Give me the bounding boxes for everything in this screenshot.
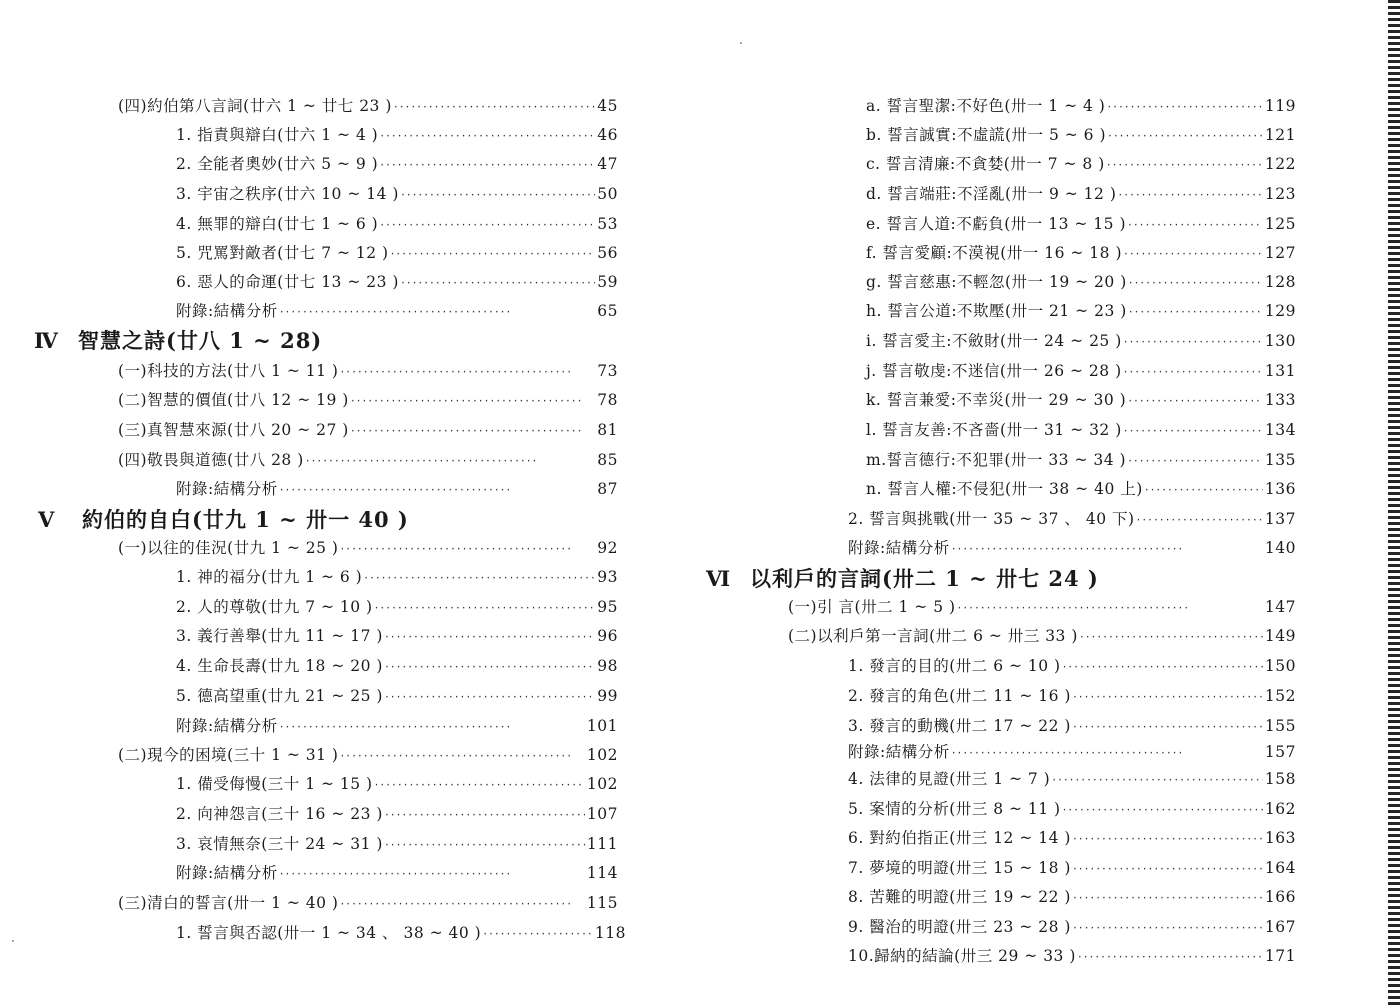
entry-page: 96 xyxy=(597,627,618,645)
entry-title: 3. 發言的動機(卅二 17 ~ 22 ) xyxy=(848,717,1071,735)
toc-entry[interactable] xyxy=(118,94,618,119)
toc-entry[interactable] xyxy=(118,536,618,561)
leader-dots xyxy=(340,892,584,916)
entry-page: 150 xyxy=(1264,657,1296,675)
entry-title: (一)以往的佳況(廿九 1 ~ 25 ) xyxy=(118,539,339,557)
entry-title: (一)引 言(卅二 1 ~ 5 ) xyxy=(788,598,956,616)
entry-title: 附錄:結構分析 xyxy=(176,302,278,320)
entry-title: 1. 神的福分(廿九 1 ~ 6 ) xyxy=(176,568,363,586)
leader-dots xyxy=(1073,886,1263,910)
leader-dots xyxy=(1108,124,1263,148)
leader-dots xyxy=(306,449,595,473)
entry-page: 171 xyxy=(1264,947,1296,965)
toc-entry[interactable] xyxy=(176,595,618,620)
entry-page: 135 xyxy=(1264,451,1296,469)
entry-page: 136 xyxy=(1264,480,1296,498)
entry-page: 81 xyxy=(597,421,618,439)
entry-page: 102 xyxy=(586,746,618,764)
leader-dots xyxy=(351,419,595,443)
leader-dots xyxy=(380,124,595,148)
entry-page: 130 xyxy=(1264,332,1296,350)
leader-dots xyxy=(385,625,595,649)
entry-page: 65 xyxy=(597,302,618,320)
leader-dots xyxy=(401,271,595,295)
entry-page: 115 xyxy=(586,894,618,912)
entry-title: (二)現今的困境(三十 1 ~ 31 ) xyxy=(118,746,339,764)
entry-title: 9. 醫治的明證(卅三 23 ~ 28 ) xyxy=(848,918,1071,936)
toc-entry[interactable] xyxy=(176,624,618,649)
entry-title: (二)以利戶第一言詞(卅二 6 ~ 卅三 33 ) xyxy=(788,627,1078,645)
section-title: 智慧之詩(廿八 1 ~ 28) xyxy=(78,328,323,353)
entry-page: 53 xyxy=(597,215,618,233)
toc-entry[interactable] xyxy=(848,826,1296,851)
entry-title: e. 誓言人道:不虧負(卅一 13 ~ 15 ) xyxy=(866,215,1126,233)
entry-page: 166 xyxy=(1264,888,1296,906)
entry-title: d. 誓言端莊:不淫亂(卅一 9 ~ 12 ) xyxy=(866,185,1117,203)
leader-dots xyxy=(375,596,596,620)
entry-title: 附錄:結構分析 xyxy=(176,480,278,498)
entry-page: 73 xyxy=(597,362,618,380)
entry-page: 127 xyxy=(1264,244,1296,262)
entry-title: (三)真智慧來源(廿八 20 ~ 27 ) xyxy=(118,421,349,439)
entry-page: 98 xyxy=(597,657,618,675)
toc-entry[interactable] xyxy=(866,329,1296,354)
entry-title: 3. 義行善舉(廿九 11 ~ 17 ) xyxy=(176,627,383,645)
leader-dots xyxy=(385,833,585,857)
leader-dots xyxy=(1073,857,1263,881)
toc-entry[interactable] xyxy=(866,182,1296,207)
entry-page: 56 xyxy=(597,244,618,262)
entry-title: 2. 誓言與挑戰(卅一 35 ~ 37 、 40 下) xyxy=(848,510,1135,528)
right-page xyxy=(700,0,1400,1008)
entry-page: 137 xyxy=(1264,510,1296,528)
entry-title: 附錄:結構分析 xyxy=(848,539,950,557)
entry-page: 163 xyxy=(1264,829,1296,847)
leader-dots xyxy=(280,300,596,324)
leader-dots xyxy=(1128,389,1263,413)
toc-entry[interactable] xyxy=(176,152,618,177)
toc-entry[interactable] xyxy=(866,448,1296,473)
entry-page: 50 xyxy=(597,185,618,203)
toc-entry[interactable] xyxy=(848,885,1296,910)
leader-dots xyxy=(1107,153,1263,177)
leader-dots xyxy=(1137,508,1263,532)
entry-title: 2. 人的尊敬(廿九 7 ~ 10 ) xyxy=(176,598,373,616)
toc-entry[interactable] xyxy=(118,418,618,443)
entry-page: 92 xyxy=(597,539,618,557)
section-heading[interactable] xyxy=(706,564,1099,594)
toc-entry[interactable] xyxy=(176,921,626,946)
leader-dots xyxy=(340,744,584,768)
entry-title: 6. 對約伯指正(卅三 12 ~ 14 ) xyxy=(848,829,1071,847)
section-number: Ⅳ xyxy=(34,328,59,353)
entry-page: 122 xyxy=(1264,155,1296,173)
toc-entry[interactable] xyxy=(176,477,618,502)
toc-entry[interactable] xyxy=(866,241,1296,266)
entry-page: 95 xyxy=(597,598,618,616)
toc-entry[interactable] xyxy=(176,654,618,679)
leader-dots xyxy=(1107,95,1263,119)
entry-page: 152 xyxy=(1264,687,1296,705)
entry-page: 123 xyxy=(1264,185,1296,203)
entry-title: i. 誓言愛主:不斂財(卅一 24 ~ 25 ) xyxy=(866,332,1122,350)
toc-entry[interactable] xyxy=(866,152,1296,177)
entry-title: 2. 發言的角色(卅二 11 ~ 16 ) xyxy=(848,687,1071,705)
leader-dots xyxy=(1073,685,1263,709)
entry-page: 129 xyxy=(1264,302,1296,320)
toc-entry[interactable] xyxy=(848,684,1296,709)
leader-dots xyxy=(1063,798,1263,822)
toc-entry[interactable] xyxy=(118,359,618,384)
entry-page: 128 xyxy=(1264,273,1296,291)
toc-entry[interactable] xyxy=(788,624,1296,649)
scan-speck xyxy=(12,940,14,942)
leader-dots xyxy=(375,773,585,797)
toc-entry[interactable] xyxy=(866,359,1296,384)
toc-entry[interactable] xyxy=(866,477,1296,502)
toc-entry[interactable] xyxy=(848,856,1296,881)
entry-page: 59 xyxy=(597,273,618,291)
entry-page: 118 xyxy=(594,924,626,942)
entry-page: 133 xyxy=(1264,391,1296,409)
section-heading[interactable] xyxy=(38,505,409,535)
entry-title: m.誓言德行:不犯罪(卅一 33 ~ 34 ) xyxy=(866,451,1127,469)
toc-entry[interactable] xyxy=(176,212,618,237)
entry-title: 3. 宇宙之秩序(廿六 10 ~ 14 ) xyxy=(176,185,399,203)
entry-title: g. 誓言慈惠:不輕忽(卅一 19 ~ 20 ) xyxy=(866,273,1127,291)
toc-entry[interactable] xyxy=(118,743,618,768)
toc-entry[interactable] xyxy=(866,212,1296,237)
leader-dots xyxy=(1073,827,1263,851)
toc-entry[interactable] xyxy=(118,891,618,916)
leader-dots xyxy=(1118,183,1263,207)
toc-entry[interactable] xyxy=(118,388,618,413)
leader-dots xyxy=(483,922,593,946)
section-number: Ⅴ xyxy=(38,507,56,532)
leader-dots xyxy=(1129,300,1263,324)
toc-entry[interactable] xyxy=(176,802,618,827)
toc-entry[interactable] xyxy=(866,418,1296,443)
leader-dots xyxy=(380,213,595,237)
leader-dots xyxy=(280,862,585,886)
toc-entry[interactable] xyxy=(848,654,1296,679)
leader-dots xyxy=(394,95,595,119)
toc-entry[interactable] xyxy=(848,797,1296,822)
toc-entry[interactable] xyxy=(176,123,618,148)
entry-title: 8. 苦難的明證(卅三 19 ~ 22 ) xyxy=(848,888,1071,906)
entry-page: 114 xyxy=(586,864,618,882)
entry-page: 45 xyxy=(597,97,618,115)
entry-page: 47 xyxy=(597,155,618,173)
section-title: 以利戶的言詞(卅二 1 ~ 卅七 24 ) xyxy=(750,566,1099,591)
entry-title: a. 誓言聖潔:不好色(卅一 1 ~ 4 ) xyxy=(866,97,1106,115)
entry-page: 102 xyxy=(586,775,618,793)
entry-page: 99 xyxy=(597,687,618,705)
section-title: 約伯的自白(廿九 1 ~ 卅一 40 ) xyxy=(82,507,409,532)
leader-dots xyxy=(952,537,1263,561)
toc-entry[interactable] xyxy=(176,241,618,266)
leader-dots xyxy=(280,478,596,502)
entry-page: 147 xyxy=(1264,598,1296,616)
leader-dots xyxy=(1080,625,1263,649)
entry-title: (三)清白的誓言(卅一 1 ~ 40 ) xyxy=(118,894,339,912)
entry-page: 140 xyxy=(1264,539,1296,557)
toc-entry[interactable] xyxy=(848,767,1296,792)
toc-entry[interactable] xyxy=(176,270,618,295)
toc-entry[interactable] xyxy=(176,714,618,739)
entry-page: 167 xyxy=(1264,918,1296,936)
entry-title: k. 誓言兼愛:不幸災(卅一 29 ~ 30 ) xyxy=(866,391,1127,409)
entry-title: 1. 備受侮慢(三十 1 ~ 15 ) xyxy=(176,775,373,793)
entry-page: 119 xyxy=(1264,97,1296,115)
toc-entry[interactable] xyxy=(848,507,1296,532)
entry-title: j. 誓言敬虔:不迷信(卅一 26 ~ 28 ) xyxy=(866,362,1122,380)
leader-dots xyxy=(1063,655,1263,679)
entry-page: 125 xyxy=(1264,215,1296,233)
section-heading[interactable] xyxy=(34,326,322,356)
entry-page: 158 xyxy=(1264,770,1296,788)
toc-entry[interactable] xyxy=(788,595,1296,620)
entry-title: 附錄:結構分析 xyxy=(176,864,278,882)
entry-page: 85 xyxy=(597,451,618,469)
entry-title: 10.歸納的結論(卅三 29 ~ 33 ) xyxy=(848,947,1076,965)
entry-title: 4. 法律的見證(卅三 1 ~ 7 ) xyxy=(848,770,1051,788)
toc-entry[interactable] xyxy=(848,944,1296,969)
entry-title: (一)科技的方法(廿八 1 ~ 11 ) xyxy=(118,362,339,380)
entry-page: 121 xyxy=(1264,126,1296,144)
toc-entry[interactable] xyxy=(866,123,1296,148)
leader-dots xyxy=(1129,271,1263,295)
entry-title: b. 誓言誠實:不虛謊(卅一 5 ~ 6 ) xyxy=(866,126,1107,144)
toc-entry[interactable] xyxy=(866,94,1296,119)
entry-title: n. 誓言人權:不侵犯(卅一 38 ~ 40 上) xyxy=(866,480,1143,498)
entry-title: 附錄:結構分析 xyxy=(176,717,278,735)
leader-dots xyxy=(1128,213,1263,237)
leader-dots xyxy=(958,596,1263,620)
toc-entry[interactable] xyxy=(176,684,618,709)
entry-title: 4. 生命長壽(廿九 18 ~ 20 ) xyxy=(176,657,383,675)
leader-dots xyxy=(364,566,595,590)
toc-entry[interactable] xyxy=(866,388,1296,413)
toc-entry[interactable] xyxy=(176,861,618,886)
leader-dots xyxy=(1145,478,1263,502)
toc-entry[interactable] xyxy=(176,565,618,590)
scan-edge-artifact xyxy=(1388,0,1400,1008)
entry-page: 111 xyxy=(586,835,618,853)
entry-title: 7. 夢境的明證(卅三 15 ~ 18 ) xyxy=(848,859,1071,877)
entry-page: 149 xyxy=(1264,627,1296,645)
entry-page: 101 xyxy=(586,717,618,735)
entry-title: h. 誓言公道:不欺壓(卅一 21 ~ 23 ) xyxy=(866,302,1127,320)
leader-dots xyxy=(385,803,585,827)
leader-dots xyxy=(385,655,595,679)
entry-title: 1. 指責與辯白(廿六 1 ~ 4 ) xyxy=(176,126,379,144)
entry-title: 2. 向神怨言(三十 16 ~ 23 ) xyxy=(176,805,383,823)
entry-title: (四)約伯第八言詞(廿六 1 ~ 廿七 23 ) xyxy=(118,97,392,115)
toc-entry[interactable] xyxy=(866,270,1296,295)
entry-title: 1. 誓言與否認(卅一 1 ~ 34 、 38 ~ 40 ) xyxy=(176,924,482,942)
leader-dots xyxy=(952,741,1263,765)
leader-dots xyxy=(340,537,595,561)
entry-title: 6. 惡人的命運(廿七 13 ~ 23 ) xyxy=(176,273,399,291)
leader-dots xyxy=(1128,449,1263,473)
leader-dots xyxy=(1124,242,1263,266)
entry-page: 93 xyxy=(597,568,618,586)
leader-dots xyxy=(401,183,595,207)
entry-title: 3. 哀情無奈(三十 24 ~ 31 ) xyxy=(176,835,383,853)
leader-dots xyxy=(280,715,585,739)
entry-page: 157 xyxy=(1264,743,1296,761)
entry-title: l. 誓言友善:不吝嗇(卅一 31 ~ 32 ) xyxy=(866,421,1122,439)
entry-page: 162 xyxy=(1264,800,1296,818)
leader-dots xyxy=(351,389,595,413)
entry-title: 1. 發言的目的(卅二 6 ~ 10 ) xyxy=(848,657,1061,675)
entry-page: 87 xyxy=(597,480,618,498)
leader-dots xyxy=(1124,419,1263,443)
section-number: Ⅵ xyxy=(706,566,732,591)
leader-dots xyxy=(1052,768,1263,792)
entry-page: 78 xyxy=(597,391,618,409)
entry-title: 附錄:結構分析 xyxy=(848,743,950,761)
leader-dots xyxy=(1124,330,1263,354)
leader-dots xyxy=(1073,916,1263,940)
entry-page: 155 xyxy=(1264,717,1296,735)
leader-dots xyxy=(391,242,596,266)
entry-title: 4. 無罪的辯白(廿七 1 ~ 6 ) xyxy=(176,215,379,233)
entry-title: c. 誓言清廉:不貪婪(卅一 7 ~ 8 ) xyxy=(866,155,1105,173)
toc-entry[interactable] xyxy=(176,772,618,797)
leader-dots xyxy=(385,685,595,709)
entry-title: (二)智慧的價值(廿八 12 ~ 19 ) xyxy=(118,391,349,409)
entry-title: (四)敬畏與道德(廿八 28 ) xyxy=(118,451,304,469)
leader-dots xyxy=(1124,360,1263,384)
toc-entry[interactable] xyxy=(176,832,618,857)
entry-title: f. 誓言愛顧:不漠視(卅一 16 ~ 18 ) xyxy=(866,244,1122,262)
leader-dots xyxy=(380,153,595,177)
entry-page: 107 xyxy=(586,805,618,823)
entry-page: 46 xyxy=(597,126,618,144)
toc-entry[interactable] xyxy=(848,536,1296,561)
entry-page: 131 xyxy=(1264,362,1296,380)
leader-dots xyxy=(1078,945,1263,969)
toc-entry[interactable] xyxy=(848,740,1296,765)
toc-entry[interactable] xyxy=(848,714,1296,739)
toc-entry[interactable] xyxy=(176,299,618,324)
toc-entry[interactable] xyxy=(176,182,618,207)
entry-title: 5. 德高望重(廿九 21 ~ 25 ) xyxy=(176,687,383,705)
leader-dots xyxy=(340,360,595,384)
entry-title: 5. 案情的分析(卅三 8 ~ 11 ) xyxy=(848,800,1061,818)
entry-page: 134 xyxy=(1264,421,1296,439)
toc-entry[interactable] xyxy=(848,915,1296,940)
leader-dots xyxy=(1073,715,1263,739)
toc-entry[interactable] xyxy=(118,448,618,473)
entry-page: 164 xyxy=(1264,859,1296,877)
entry-title: 2. 全能者奧妙(廿六 5 ~ 9 ) xyxy=(176,155,379,173)
toc-entry[interactable] xyxy=(866,299,1296,324)
entry-title: 5. 咒罵對敵者(廿七 7 ~ 12 ) xyxy=(176,244,389,262)
